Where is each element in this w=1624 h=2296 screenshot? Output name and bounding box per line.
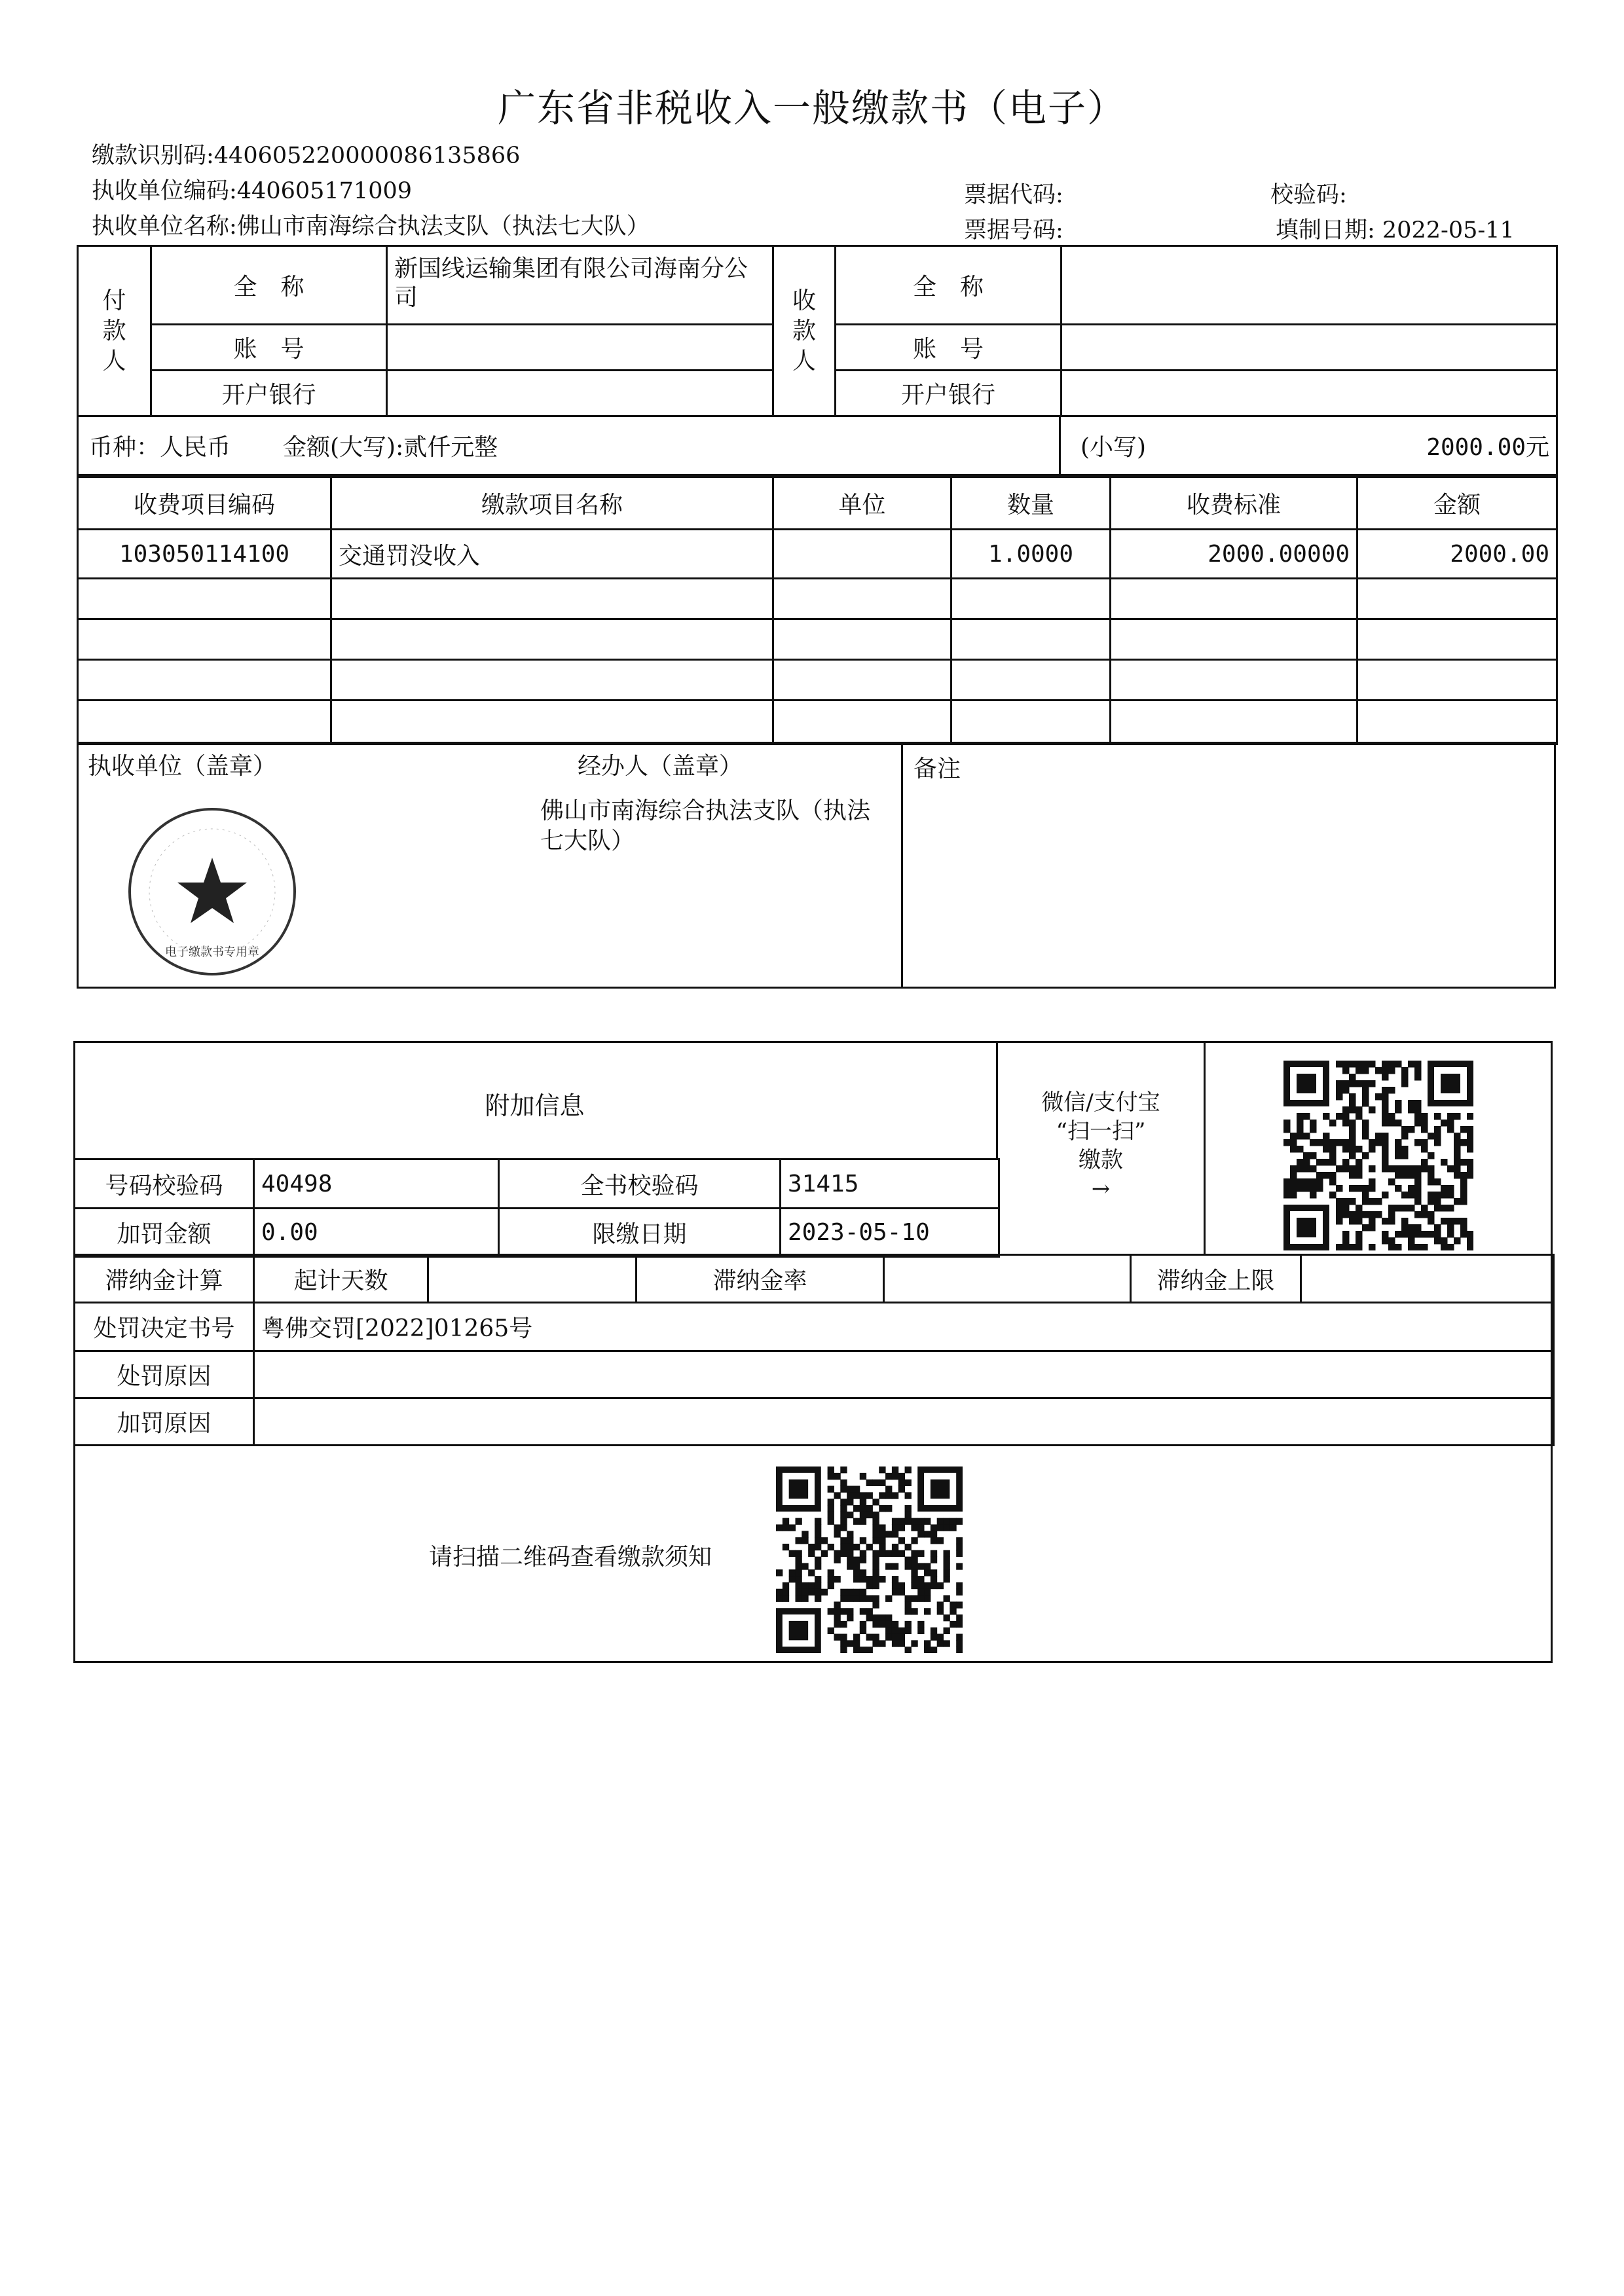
item-qty: 1.0000 [951,530,1111,579]
currency: 币种：人民币 [89,434,231,461]
cell [951,619,1111,660]
payee-bank [1061,371,1557,416]
cell [1357,660,1557,701]
cell [1111,660,1357,701]
unit-code: 执收单位编码:440605171009 [92,178,413,204]
table-row [78,619,1557,660]
col-code: 收费项目编码 [78,477,331,530]
item-code: 103050114100 [78,530,331,579]
payer-bank [387,371,773,416]
cell [773,579,951,619]
payee-account-label: 账 号 [836,325,1061,371]
table-row [78,579,1557,619]
extra-title-cell [73,1041,998,1160]
fill-date: 填制日期: 2022-05-11 [1276,217,1515,244]
table-row [78,701,1557,744]
pay-hint-cell [998,1041,1206,1256]
table-row [78,660,1557,701]
remark-label: 备注 [913,756,961,782]
late-rate-value [884,1255,1131,1303]
payee-name [1061,246,1557,325]
pay-hint-3: 缴款 [1079,1147,1123,1173]
star-icon [177,858,247,923]
payer-name: 新国线运输集团有限公司海南分公司 [387,246,773,325]
deadline-label: 限缴日期 [499,1209,781,1257]
cell [773,660,951,701]
amount-lower: 2000.00元 [1426,434,1549,461]
full-check-value: 31415 [781,1159,999,1209]
cell [78,619,331,660]
cell [1357,579,1557,619]
table-row [78,530,1557,579]
payee-name-label: 全 称 [836,246,1061,325]
scan-notice: 请扫描二维码查看缴款须知 [429,1544,712,1571]
decision-label: 处罚决定书号 [75,1303,254,1351]
amount-upper: 金额(大写):贰仟元整 [283,434,498,461]
decision-table [73,1302,1555,1446]
cell [951,579,1111,619]
cell [78,579,331,619]
col-amount: 金额 [1357,477,1557,530]
late-fee-table [73,1254,1555,1303]
party-table [77,245,1558,417]
cell [1111,619,1357,660]
cell [773,619,951,660]
pay-qr-code[interactable] [1283,1061,1473,1250]
pay-hint-1: 微信/支付宝 [1041,1089,1160,1116]
cell [78,660,331,701]
late-rate-label: 滞纳金率 [637,1255,884,1303]
penalty-value: 0.00 [254,1209,499,1257]
payer-name-label: 全 称 [151,246,387,325]
payment-id: 缴款识别码:4406052200000861358​66 [92,143,521,169]
reason-value [254,1351,1554,1398]
cell [331,660,773,701]
decision-value: 粤佛交罚[2022]01265号 [254,1303,1554,1351]
check-code-label: 校验码: [1270,182,1347,208]
extra-reason-label: 加罚原因 [75,1398,254,1446]
bill-code-label: 票据代码: [964,182,1063,208]
full-check-label: 全书校验码 [499,1159,781,1209]
stamp-block [77,742,903,989]
cell [331,619,773,660]
start-days-value [428,1255,637,1303]
item-unit [773,530,951,579]
cell [331,579,773,619]
cell [773,701,951,744]
seal-text: 电子缴款书专用章 [165,945,259,958]
col-name: 缴款项目名称 [331,477,773,530]
payee-bank-label: 开户银行 [836,371,1061,416]
unit-name: 执收单位名称:佛山市南海综合执法支队（执法七大队） [92,213,650,240]
extra-reason-value [254,1398,1554,1446]
payee-title: 收款人 [773,246,836,416]
cell [331,701,773,744]
official-seal [124,804,300,979]
items-table [77,476,1558,745]
item-name: 交通罚没收入 [331,530,773,579]
bill-no-label: 票据号码: [964,217,1063,244]
col-unit: 单位 [773,477,951,530]
cell [78,701,331,744]
late-cap-value [1301,1255,1554,1303]
col-standard: 收费标准 [1111,477,1357,530]
arrow-right-icon: → [1091,1176,1111,1202]
extra-title: 附加信息 [485,1091,585,1120]
cell [1111,579,1357,619]
item-standard: 2000.00000 [1111,530,1357,579]
unit-stamp-label: 执收单位（盖章） [88,753,277,780]
payer-bank-label: 开户银行 [151,371,387,416]
notice-qr-code[interactable] [776,1467,963,1653]
pay-hint-2: “扫一扫” [1056,1118,1146,1144]
check-value: 40498 [254,1159,499,1209]
amount-upper-cell [78,416,1060,475]
payer-account-label: 账 号 [151,325,387,371]
check-table [73,1158,1000,1258]
document-title: 广东省非税收入一般缴款书（电子） [497,86,1126,130]
late-cap-label: 滞纳金上限 [1131,1255,1301,1303]
reason-label: 处罚原因 [75,1351,254,1398]
cell [951,701,1111,744]
late-label: 滞纳金计算 [75,1255,254,1303]
penalty-label: 加罚金额 [75,1209,254,1257]
remark-block [901,742,1556,989]
payer-account [387,325,773,371]
start-days-label: 起计天数 [254,1255,428,1303]
amount-lower-label: (小写) [1080,434,1147,461]
col-qty: 数量 [951,477,1111,530]
deadline-value: 2023-05-10 [781,1209,999,1257]
cell [951,660,1111,701]
item-amount: 2000.00 [1357,530,1557,579]
amount-table [77,415,1558,476]
cell [1111,701,1357,744]
cell [1357,619,1557,660]
amount-lower-cell [1060,416,1557,475]
payee-account [1061,325,1557,371]
cell [1357,701,1557,744]
check-label: 号码校验码 [75,1159,254,1209]
handler-label: 经办人（盖章） [578,753,743,780]
payer-title: 付款人 [78,246,151,416]
handler-name: 佛山市南海综合执法支队（执法七大队） [540,797,871,854]
